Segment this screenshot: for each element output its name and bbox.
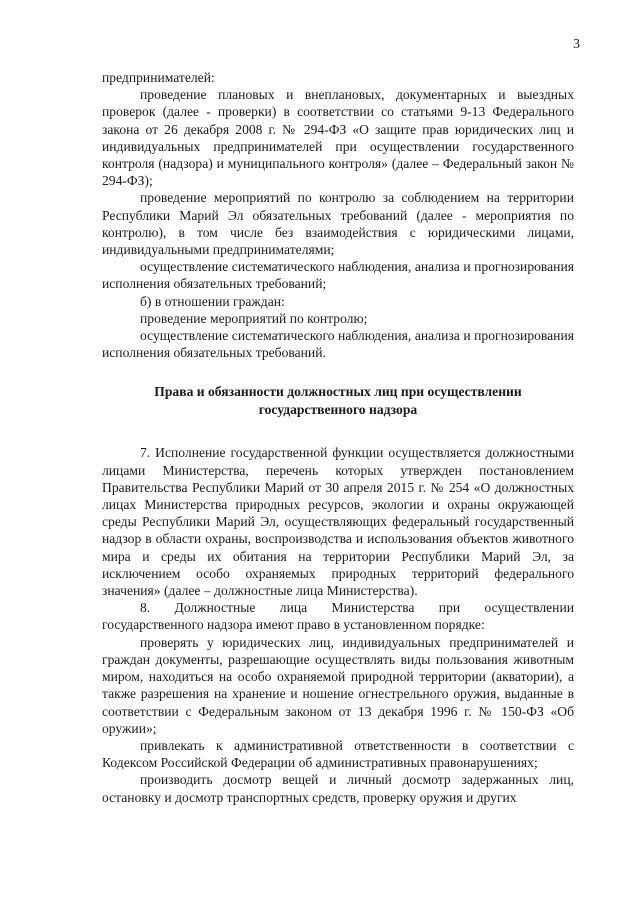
paragraph: 7. Исполнение государственной функции осуществляется должностными лицами Министерства, перечень которых утвержден постановлением Правительства Республики Марий от 30 апреля 2015 г. № 254 «О должностных лицах Министерства природных ресурсов, экологии и охраны окружающей среды Республики Марий Эл, осуществляющих федеральный государственный надзор в области охраны, воспроизводства и использования объектов животного мира и среды их обитания на территории Республики Марий Эл, за исключением особо охраняемых природных территорий федерального значения» (далее – должностные лица Министерства). [102,445,574,599]
paragraph: проверять у юридических лиц, индивидуальных предпринимателей и граждан документы, разрешающие осуществлять виды пользования животным миром, находиться на особо охраняемой природной территории (акватории), а также разрешения на хранение и ношение огнестрельного оружия, выданные в соответствии с Федеральным законом от 13 декабря 1996 г. № 150-ФЗ «Об оружии»; [102,634,574,736]
paragraph: осуществление систематического наблюдения, анализа и прогнозирования исполнения обязательных требований; [102,259,574,292]
paragraph: производить досмотр вещей и личный досмотр задержанных лиц, остановку и досмотр транспортных средств, проверку оружия и других [102,772,574,805]
paragraph: проведение плановых и внеплановых, документарных и выездных проверок (далее - проверки) в соответствии со статьями 9-13 Федерального закона от 26 декабря 2008 г. № 294-ФЗ «О защите прав юридических лиц и индивидуальных предпринимателей при осуществлении государственного контроля (надзора) и муниципального контроля» (далее – Федеральный закон № 294-ФЗ); [102,87,574,189]
paragraph: предпринимателей: [102,70,215,85]
paragraph: привлекать к административной ответственности в соответствии с Кодексом Российской Федерации об административных правонарушениях; [102,737,574,771]
page-number: 3 [573,37,580,52]
paragraph: осуществление систематического наблюдения, анализа и прогнозирования исполнения обязательных требований. [102,328,574,361]
paragraph: проведение мероприятий по контролю; [140,310,368,326]
document-body [102,69,574,806]
paragraph: проведение мероприятий по контролю за соблюдением на территории Республики Марий Эл обязательных требований (далее - мероприятия по контролю), в том числе без взаимодействия с юридическими лицами, индивидуальными предпринимателями; [102,190,574,258]
section-heading: Права и обязанности должностных лиц при осуществлении государственного надзора [154,384,522,418]
paragraph: 8. Должностные лица Министерства при осуществлении государственного надзора имеют право в установленном порядке: [102,600,574,633]
paragraph: б) в отношении граждан: [140,293,285,309]
